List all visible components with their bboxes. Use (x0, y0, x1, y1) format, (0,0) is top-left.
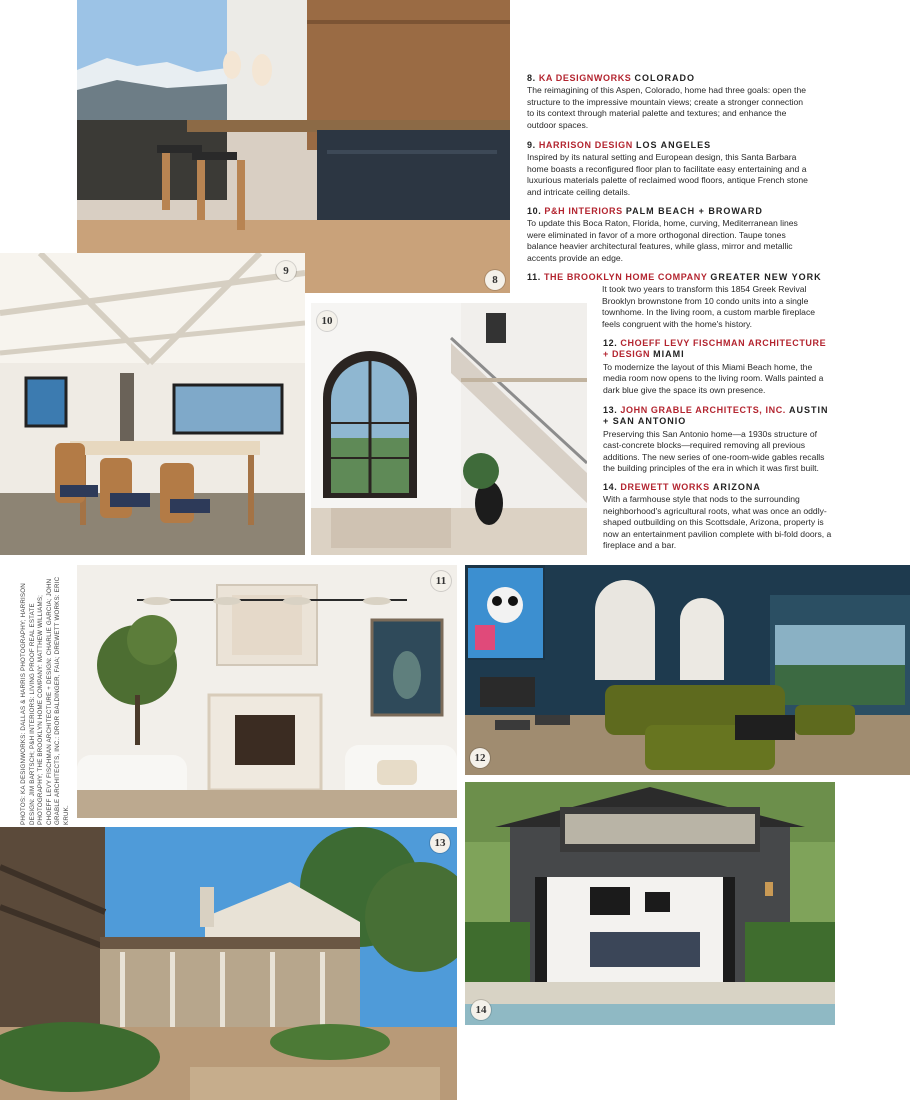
entry-description: Preserving this San Antonio home—a 1930s structure of cast-concrete blocks—required removing all previous additions. The new series of one-room-wide gables recalls the building principles of the era in which it was first built. (603, 428, 825, 474)
firm-location: COLORADO (634, 73, 696, 83)
entry-description: It took two years to transform this 1854 Greek Revival Brooklyn brownstone from 10 condo units into a single townhome. In the living room, a custom marble fireplace feels congruent with the home's history. (602, 284, 816, 329)
photo-arched-door-staircase (311, 303, 587, 555)
firm-location: AUSTIN + SAN ANTONIO (603, 405, 829, 427)
photo-san-antonio-exterior (0, 827, 457, 1100)
firm-name: JOHN GRABLE ARCHITECTS, INC. (620, 405, 786, 415)
photo-credits: PHOTOS: KA DESIGNWORKS: DALLAS & HARRIS PHOTOGRAPHY; HARRISON DESIGN: JIM BARTSCH; P&H INTERIORS: LIVING PROOF REAL ESTATE PHOTOGRAPHY; THE BROOKLYN HOME COMPANY: MATTHEW WILLIAMS; CHOEFF LEVY FISCHMAN ARCHITECTURE + DESIGN: CHARLIE GARCIA; JOHN GRABLE ARCHITECTS, INC.: DROR BALDINGER, FAIA; DREWETT WORKS: ERIC KRUK. (20, 576, 70, 825)
firm-name: KA DESIGNWORKS (538, 73, 632, 83)
entry-ka-designworks (527, 73, 809, 131)
firm-name: HARRISON DESIGN (538, 140, 633, 150)
entry-description: To modernize the layout of this Miami Beach home, the media room now opens to the living room. Walls painted a dark blue give the space its own presence. (603, 361, 824, 395)
photo-dining-room (0, 253, 305, 555)
entry-number: 9. (527, 140, 536, 150)
firm-name: DREWETT WORKS (620, 482, 710, 492)
entry-harrison-design (527, 140, 809, 198)
firm-location: MIAMI (653, 349, 685, 360)
photo-brownstone-living-room (77, 565, 457, 818)
entry-number: 11. (527, 272, 541, 282)
entry-john-grable-architects (603, 405, 838, 474)
entry-number: 12. (603, 338, 618, 348)
entry-number: 8. (527, 73, 536, 83)
photo-kitchen-aspen (77, 0, 510, 293)
photo-number-badge: 12 (470, 748, 490, 768)
firm-location: GREATER NEW YORK (710, 272, 822, 282)
photo-number-badge: 11 (431, 571, 451, 591)
entry-drewett-works (603, 482, 835, 551)
firm-location: LOS ANGELES (635, 140, 712, 150)
photo-number-badge: 9 (276, 261, 296, 281)
entry-ph-interiors (527, 206, 809, 264)
entry-number: 13. (603, 405, 618, 415)
entry-description: With a farmhouse style that nods to the surrounding neighborhood's agricultural roots, what was once an oddly-shaped outbuilding on this Scottsdale, Arizona, property is now an entertainment pavilion complete with bi-fold doors, a fireplace and a bar. (603, 494, 832, 551)
entry-brooklyn-home-company (527, 272, 837, 330)
photo-number-badge: 13 (430, 833, 450, 853)
firm-name: THE BROOKLYN HOME COMPANY (543, 272, 708, 282)
entry-number: 14. (603, 482, 618, 492)
entry-description: The reimagining of this Aspen, Colorado, home had three goals: open the structure to the impressive mountain views; create a stronger connection to its context through material palette and textures; and enhance the outdoor spaces. (527, 85, 806, 130)
photo-number-badge: 10 (317, 311, 337, 331)
firm-name: CHOEFF LEVY FISCHMAN ARCHITECTURE + DESIGN (603, 338, 827, 360)
firm-location: ARIZONA (712, 482, 761, 492)
entry-description: Inspired by its natural setting and European design, this Santa Barbara home boasts a reconfigured floor plan to facilitate easy entertaining and a luxurious materials palette of reclaimed wood floors, antique French stone and intricate ceiling details. (527, 152, 808, 197)
photo-number-badge: 14 (471, 1000, 491, 1020)
firm-location: PALM BEACH + BROWARD (625, 206, 763, 216)
photo-miami-living-room (465, 565, 910, 775)
firm-name: P&H INTERIORS (544, 206, 623, 216)
entry-description: To update this Boca Raton, Florida, home, curving, Mediterranean lines were eliminated in favor of a more orthogonal direction. Taupe tones balance heavier architectural features, while glass, mirror and metallic accents provide an edge. (527, 218, 798, 263)
entry-number: 10. (527, 206, 542, 216)
photo-number-badge: 8 (485, 270, 505, 290)
entry-choeff-levy-fischman (603, 338, 833, 396)
photo-scottsdale-pavilion (465, 782, 835, 1025)
